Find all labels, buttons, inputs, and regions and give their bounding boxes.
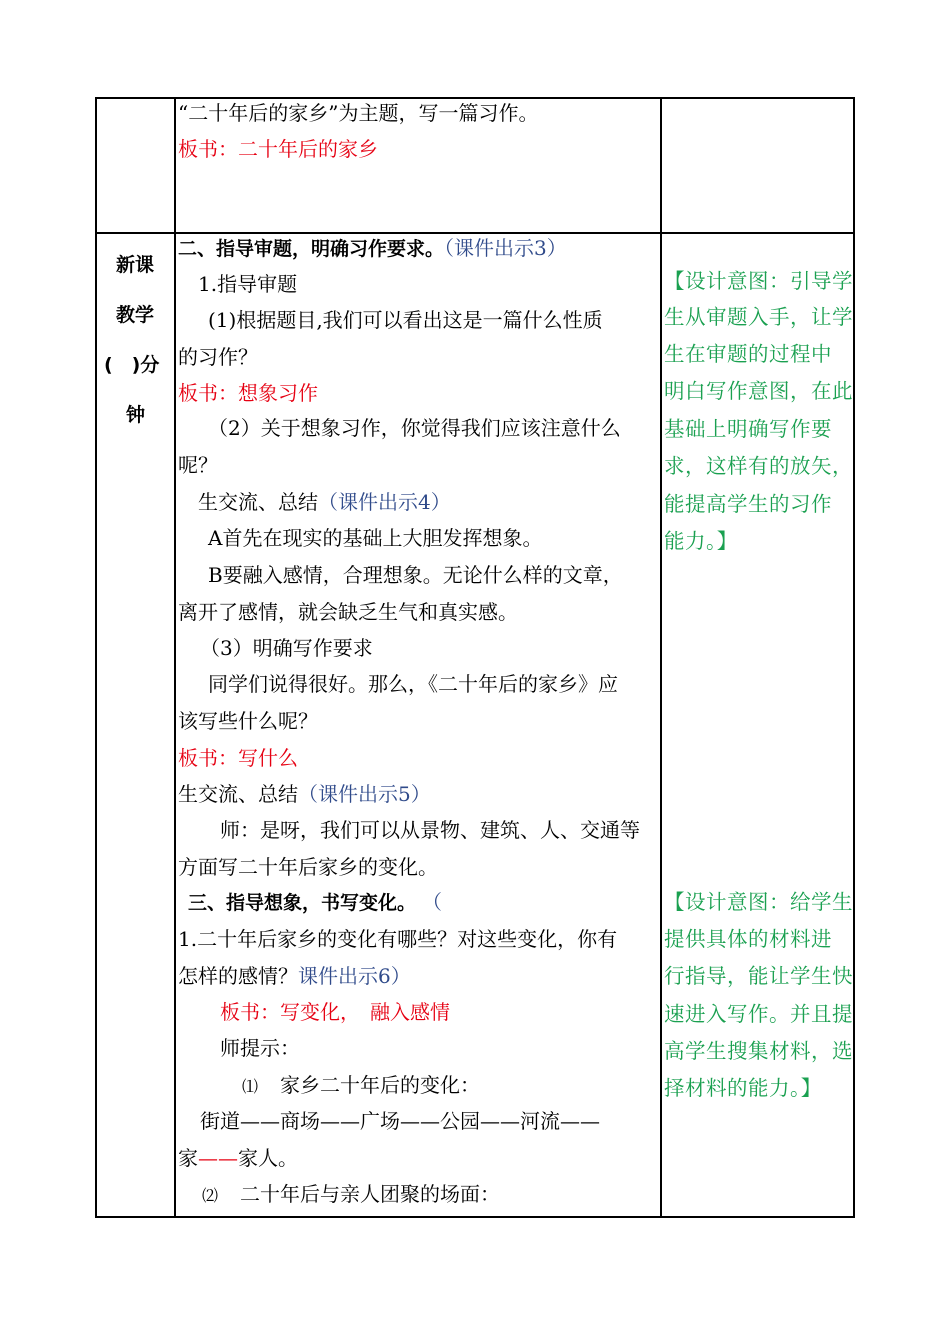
section3-heading: 三、指导想象，书写变化。	[188, 892, 417, 914]
hint-2-text: 二十年后与亲人团聚的场面：	[240, 1182, 501, 1206]
column-divider-2	[660, 97, 662, 1218]
section2-heading-line	[178, 236, 567, 261]
teacher-hint: 师提示：	[220, 1036, 300, 1060]
top-text: “二十年后的家乡”为主题，写一篇习作。	[178, 101, 539, 125]
summary2-ref: （课件出示5）	[298, 782, 431, 806]
hint-2-number: ⑵	[202, 1186, 219, 1205]
summary-ref: （课件出示4）	[318, 490, 451, 514]
teacher-line-cont: 方面写二十年后家乡的变化。	[178, 855, 438, 879]
hint-2-line	[202, 1182, 500, 1208]
section2-item1: 1.指导审题	[198, 272, 298, 296]
hint-1-line	[242, 1073, 480, 1099]
question-2: （2）关于想象习作，你觉得我们应该注意什么	[208, 416, 621, 440]
section-label-2: 教学	[116, 304, 155, 326]
column-divider-1	[174, 97, 176, 1218]
hint-1-number: ⑴	[242, 1077, 259, 1096]
note1-line: 生从审题入手，让学	[664, 305, 853, 329]
section3-item1-cont-line	[178, 964, 411, 988]
board-writing-2: 板书：写什么	[178, 746, 298, 770]
table-top-border	[95, 97, 855, 99]
section-label-3: ( )分	[104, 354, 160, 376]
summary2-text: 生交流、总结	[178, 782, 298, 806]
change-chain-cont-line	[178, 1146, 298, 1170]
note1-line: 基础上明确写作要	[664, 417, 832, 441]
chain-family: 家人。	[238, 1146, 298, 1170]
section3-heading-line	[188, 890, 442, 915]
point-b-cont: 离开了感情，就会缺乏生气和真实感。	[178, 600, 518, 624]
summary-line	[198, 490, 451, 514]
point-b: B要融入感情，合理想象。无论什么样的文章，	[208, 563, 623, 587]
note1-line: 【设计意图：引导学	[664, 269, 853, 293]
note1-line: 生在审题的过程中	[664, 342, 832, 366]
section-label-4: 钟	[126, 404, 146, 426]
note1-line: 求，这样有的放矢，	[664, 454, 853, 478]
summary2-line	[178, 782, 431, 806]
section3-item1-ref: 课件出示6）	[298, 964, 411, 988]
note2-line: 高学生搜集材料，选	[664, 1039, 853, 1063]
board-writing-3: 板书：写变化， 融入感情	[220, 1000, 450, 1024]
table-right-border	[853, 97, 855, 1218]
section3-item1: 1.二十年后家乡的变化有哪些？对这些变化，你有	[178, 927, 618, 951]
praise-line: 同学们说得很好。那么，《二十年后的家乡》应	[208, 672, 618, 696]
praise-line-cont: 该写些什么呢？	[178, 709, 318, 733]
chain-dash: ——	[198, 1146, 238, 1170]
chain-home: 家	[178, 1146, 198, 1170]
table-bottom-border	[95, 1216, 855, 1218]
row-divider	[95, 232, 855, 234]
board-writing-title: 板书：二十年后的家乡	[178, 137, 378, 161]
section-label-1: 新课	[116, 254, 155, 276]
note1-line: 能力。】	[664, 529, 738, 553]
question-3: （3）明确写作要求	[200, 636, 373, 660]
hint-1-text: 家乡二十年后的变化：	[280, 1073, 481, 1097]
question-1-cont: 的习作？	[178, 345, 258, 369]
note2-line: 行指导，能让学生快	[664, 964, 853, 988]
question-2-cont: 呢？	[178, 453, 218, 477]
note1-line: 能提高学生的习作	[664, 492, 832, 516]
section2-heading-ref: （课件出示3）	[444, 236, 567, 260]
section2-heading: 二、指导审题，明确习作要求。	[178, 238, 445, 260]
summary-text: 生交流、总结	[198, 490, 318, 514]
section3-heading-tail: （	[432, 890, 443, 914]
teacher-line: 师：是呀，我们可以从景物、建筑、人、交通等	[220, 818, 640, 842]
note2-line: 提供具体的材料进	[664, 927, 832, 951]
question-1: (1)根据题目,我们可以看出这是一篇什么性质	[208, 308, 603, 332]
note2-line: 择材料的能力。】	[664, 1076, 822, 1100]
board-writing-1: 板书：想象习作	[178, 381, 318, 405]
note2-line: 速进入写作。并且提	[664, 1002, 853, 1026]
table-left-border	[95, 97, 97, 1218]
change-chain: 街道——商场——广场——公园——河流——	[200, 1109, 600, 1133]
section3-item1-cont: 怎样的感情？	[178, 964, 298, 988]
note2-line: 【设计意图：给学生	[664, 890, 853, 914]
note1-line: 明白写作意图，在此	[664, 379, 853, 403]
point-a: A首先在现实的基础上大胆发挥想象。	[208, 526, 543, 550]
